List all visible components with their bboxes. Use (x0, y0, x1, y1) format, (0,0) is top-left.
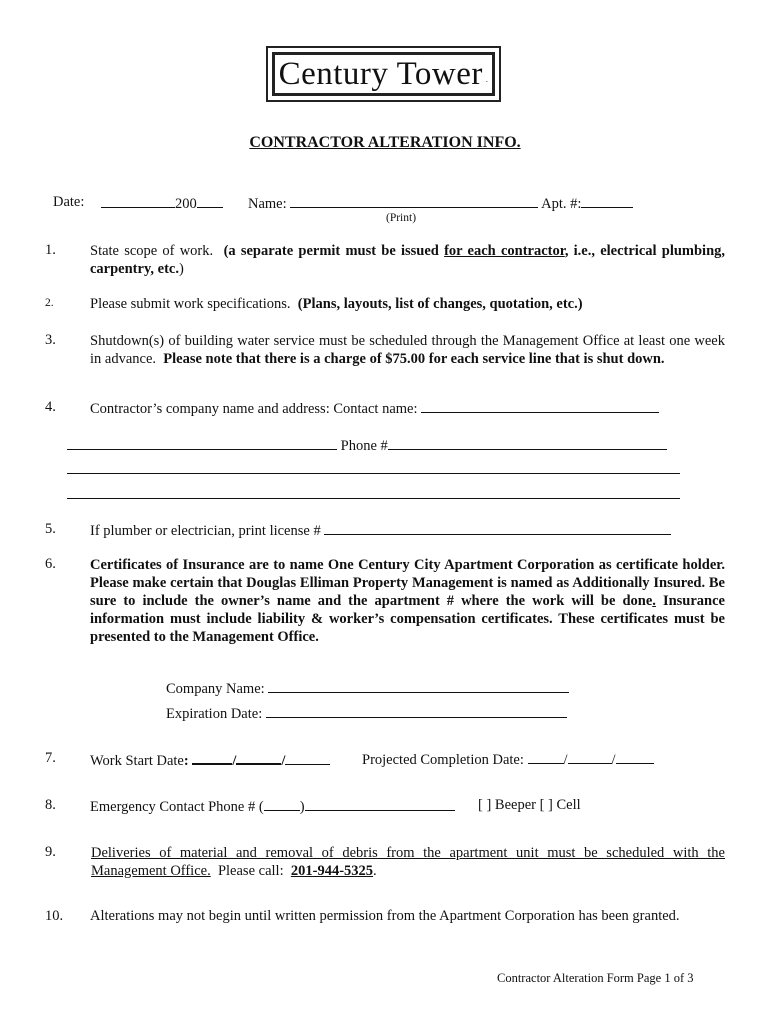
item-number: 6. (45, 556, 56, 572)
item-number: 1. (45, 242, 56, 258)
page-footer: Contractor Alteration Form Page 1 of 3 (497, 971, 694, 985)
completion-month-field[interactable] (528, 750, 564, 764)
item-7: Work Start Date: / / (90, 750, 330, 770)
company-name-row: Company Name: (166, 679, 569, 698)
company-address-field[interactable] (67, 436, 337, 450)
item-10: Alterations may not begin until written permission from the Apartment Corporation has been granted. (90, 908, 680, 924)
item-number: 8. (45, 797, 56, 813)
item-number: 3. (45, 332, 56, 348)
item-6: Certificates of Insurance are to name One Century City Apartment Corporation as certificate holder. Please make certain that Douglas Elliman Property Management is named as Additionally Insured. Be sure to include the owner’s name and the apartment # where the work will be done. Insurance information must include liability & worker’s compensation certificates. These certificates must be presented to the Management Office. (90, 557, 725, 645)
name-field[interactable] (290, 194, 538, 208)
print-note: (Print) (386, 212, 417, 224)
expiration-date-field[interactable] (266, 704, 567, 718)
item-number: 7. (45, 750, 56, 766)
license-field[interactable] (324, 521, 671, 535)
item-9: Deliveries of material and removal of debris from the apartment unit must be scheduled with the Management Office. Please call: 201-944-5325. (91, 845, 725, 879)
date-blank[interactable] (101, 194, 175, 208)
item-number: 10. (45, 908, 64, 924)
logo (272, 52, 495, 96)
item-5: If plumber or electrician, print license # (90, 521, 671, 540)
start-year-field[interactable] (285, 751, 330, 765)
date-year: 200 (175, 196, 197, 212)
logo-text: Century Tower (278, 55, 483, 92)
form-title: CONTRACTOR ALTERATION INFO. (249, 134, 521, 151)
apt-label: Apt. #: (541, 196, 582, 212)
item-1: State scope of work. (a separate permit must be issued for each contractor, i.e., electrical plumbing, carpentry, etc.) (90, 243, 726, 277)
start-day-field[interactable] (236, 750, 281, 765)
item-2: Please submit work specifications. (Plans, layouts, list of changes, quotation, etc.) (90, 296, 583, 312)
year-blank[interactable] (197, 194, 223, 208)
item-number: 5. (45, 521, 56, 537)
address-line-2[interactable] (67, 473, 680, 474)
item-number: 4. (45, 399, 56, 415)
logo-frame (266, 46, 501, 102)
name-label: Name: (248, 196, 287, 212)
phone-row: Phone # (67, 436, 667, 455)
emergency-phone-field[interactable] (305, 797, 455, 811)
completion-year-field[interactable] (616, 750, 654, 764)
expiration-row: Expiration Date: (166, 704, 567, 723)
company-name-field[interactable] (268, 679, 569, 693)
item-4: Contractor’s company name and address: Contact name: (90, 399, 659, 418)
date-field[interactable] (101, 194, 223, 213)
address-line-3[interactable] (67, 498, 680, 499)
area-code-field[interactable] (264, 797, 300, 811)
contact-name-field[interactable] (421, 399, 659, 413)
logo-mark: . (485, 75, 489, 84)
apt-field[interactable] (581, 194, 633, 208)
beeper-cell-options[interactable]: [ ] Beeper [ ] Cell (478, 797, 581, 813)
date-label: Date: (53, 194, 85, 210)
item-8: Emergency Contact Phone # ( ) (90, 797, 455, 816)
date-row (53, 194, 84, 211)
start-month-field[interactable] (192, 750, 232, 765)
management-phone: 201-944-5325 (290, 863, 374, 879)
phone-field[interactable] (388, 436, 667, 450)
name-row (248, 194, 633, 213)
item-3: Shutdown(s) of building water service must be scheduled through the Management Office at least one week in advance. Please note that there is a charge of $75.00 for each service line that is shut down. (90, 333, 725, 367)
item-number: 2. (45, 297, 54, 309)
item-number: 9. (45, 844, 56, 860)
completion-row: Projected Completion Date: / / (362, 750, 654, 769)
completion-day-field[interactable] (568, 750, 612, 764)
